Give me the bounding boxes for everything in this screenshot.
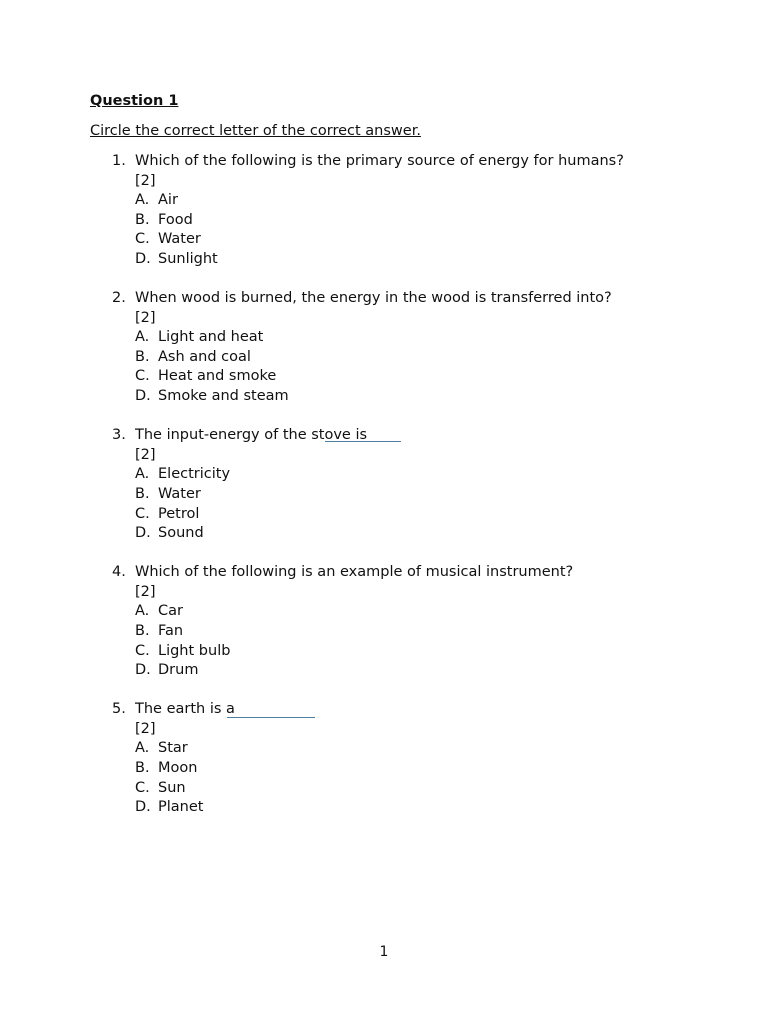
answer-option[interactable] xyxy=(112,250,732,270)
answer-option[interactable] xyxy=(112,367,732,387)
option-text: Water xyxy=(158,231,201,248)
answer-option[interactable] xyxy=(112,328,732,348)
option-letter: D. xyxy=(135,799,151,816)
answer-option[interactable] xyxy=(112,348,732,368)
option-text: Food xyxy=(158,211,193,228)
option-letter: C. xyxy=(135,505,150,522)
question-number: 4. xyxy=(112,564,126,581)
option-text: Fan xyxy=(158,622,184,639)
answer-option[interactable] xyxy=(112,602,732,622)
page-number: 1 xyxy=(379,944,389,960)
answer-blank-line xyxy=(325,441,401,442)
option-text: Sun xyxy=(158,779,186,796)
option-text: Star xyxy=(158,740,188,757)
question-marks: [2] xyxy=(135,172,156,189)
answer-option[interactable] xyxy=(112,779,732,799)
answer-option[interactable] xyxy=(112,661,732,681)
question-text-content: The earth is a xyxy=(135,701,235,718)
question-number: 3. xyxy=(112,427,126,444)
question-list xyxy=(112,152,732,837)
option-letter: C. xyxy=(135,779,150,796)
option-text: Petrol xyxy=(158,505,200,522)
option-text: Sound xyxy=(158,525,204,542)
option-letter: D. xyxy=(135,250,151,267)
question-text: Which of the following is the primary source of energy for humans? xyxy=(135,153,624,169)
answer-option[interactable] xyxy=(112,505,732,525)
instruction-text: Circle the correct letter of the correct answer. xyxy=(90,123,421,139)
option-text: Light and heat xyxy=(158,329,264,346)
question-item xyxy=(112,152,732,270)
option-text: Car xyxy=(158,603,183,620)
option-text: Smoke and steam xyxy=(158,388,289,405)
question-item xyxy=(112,426,732,544)
option-letter: A. xyxy=(135,329,150,346)
question-text: When wood is burned, the energy in the wood is transferred into? xyxy=(135,290,612,307)
option-letter: B. xyxy=(135,348,150,365)
option-text: Moon xyxy=(158,760,198,777)
answer-option[interactable] xyxy=(112,759,732,779)
answer-option[interactable] xyxy=(112,485,732,505)
answer-option[interactable] xyxy=(112,622,732,642)
answer-option[interactable] xyxy=(112,524,732,544)
answer-option[interactable] xyxy=(112,642,732,662)
option-letter: A. xyxy=(135,740,150,757)
option-text: Planet xyxy=(158,799,204,816)
option-letter: C. xyxy=(135,231,150,248)
question-item xyxy=(112,563,732,681)
question-text xyxy=(135,700,235,720)
question-text: Which of the following is an example of musical instrument? xyxy=(135,564,574,581)
option-letter: C. xyxy=(135,368,150,385)
option-letter: D. xyxy=(135,525,151,542)
question-item xyxy=(112,289,732,407)
question-number: 2. xyxy=(112,290,126,307)
option-letter: B. xyxy=(135,485,150,502)
answer-option[interactable] xyxy=(112,230,732,250)
question-marks: [2] xyxy=(135,309,156,326)
option-letter: A. xyxy=(135,603,150,620)
question-marks: [2] xyxy=(135,446,156,463)
answer-option[interactable] xyxy=(112,191,732,211)
question-number: 1. xyxy=(112,153,126,169)
option-text: Water xyxy=(158,485,201,502)
answer-option[interactable] xyxy=(112,211,732,231)
answer-option[interactable] xyxy=(112,465,732,485)
question-item xyxy=(112,700,732,818)
option-letter: B. xyxy=(135,760,150,777)
option-text: Ash and coal xyxy=(158,348,251,365)
question-text-content: The input-energy of the stove is xyxy=(135,427,368,444)
option-letter: C. xyxy=(135,642,150,659)
answer-option[interactable] xyxy=(112,798,732,818)
option-text: Heat and smoke xyxy=(158,368,277,385)
option-text: Air xyxy=(158,192,178,209)
option-letter: D. xyxy=(135,662,151,679)
option-text: Light bulb xyxy=(158,642,231,659)
question-text xyxy=(135,426,367,446)
answer-blank-line xyxy=(227,717,315,718)
answer-option[interactable] xyxy=(112,387,732,407)
option-letter: A. xyxy=(135,466,150,483)
option-letter: B. xyxy=(135,211,150,228)
option-letter: D. xyxy=(135,388,151,405)
question-marks: [2] xyxy=(135,720,156,737)
question-marks: [2] xyxy=(135,583,156,600)
option-text: Drum xyxy=(158,662,199,679)
answer-option[interactable] xyxy=(112,739,732,759)
option-text: Electricity xyxy=(158,466,231,483)
option-letter: A. xyxy=(135,192,150,209)
section-heading: Question 1 xyxy=(90,93,179,109)
option-letter: B. xyxy=(135,622,150,639)
option-text: Sunlight xyxy=(158,250,218,267)
question-number: 5. xyxy=(112,701,126,718)
